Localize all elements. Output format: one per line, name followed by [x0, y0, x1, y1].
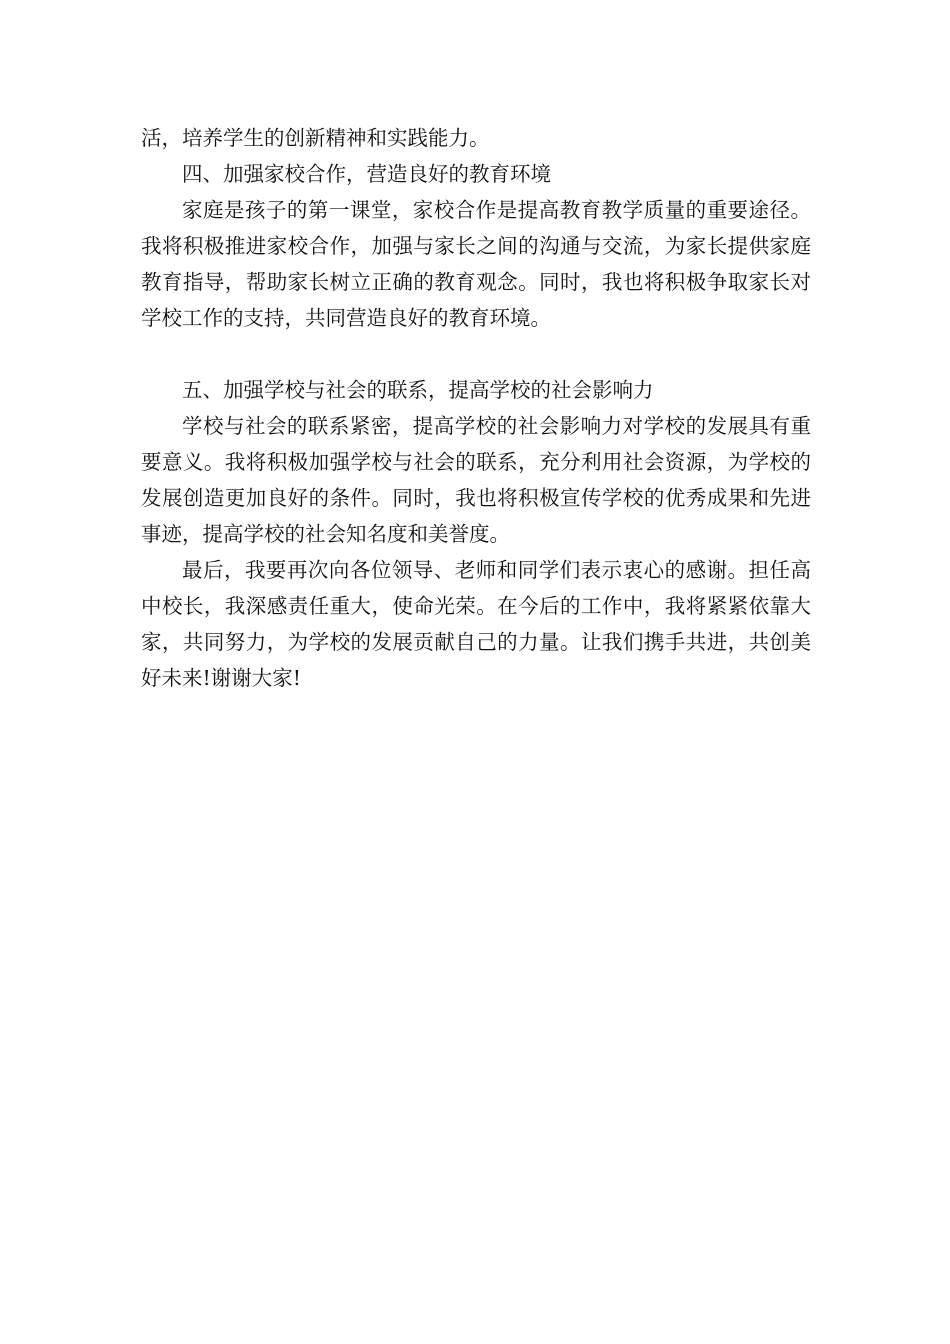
- paragraph-home-school-cooperation: 家庭是孩子的第一课堂，家校合作是提高教育教学质量的重要途径。我将积极推进家校合作，加强与家长之间的沟通与交流，为家长提供家庭教育指导，帮助家长树立正确的教育观念。同时，我也将积极争取家长对学校工作的支持，共同营造良好的教育环境。: [141, 198, 811, 330]
- section-heading-5: 五、加强学校与社会的联系，提高学校的社会影响力: [182, 378, 654, 402]
- document-body: [141, 120, 811, 696]
- paragraph-continuation: 活，培养学生的创新精神和实践能力。: [141, 126, 490, 150]
- paragraph-closing: 最后，我要再次向各位领导、老师和同学们表示衷心的感谢。担任高中校长，我深感责任重大，使命光荣。在今后的工作中，我将紧紧依靠大家，共同努力，为学校的发展贡献自己的力量。让我们携手共进，共创美好未来!谢谢大家!: [141, 558, 811, 690]
- paragraph-school-society: 学校与社会的联系紧密，提高学校的社会影响力对学校的发展具有重要意义。我将积极加强学校与社会的联系，充分利用社会资源，为学校的发展创造更加良好的条件。同时，我也将积极宣传学校的优秀成果和先进事迹，提高学校的社会知名度和美誉度。: [141, 414, 811, 546]
- paragraph-spacer: [141, 336, 811, 372]
- section-heading-4: 四、加强家校合作，营造良好的教育环境: [182, 162, 551, 186]
